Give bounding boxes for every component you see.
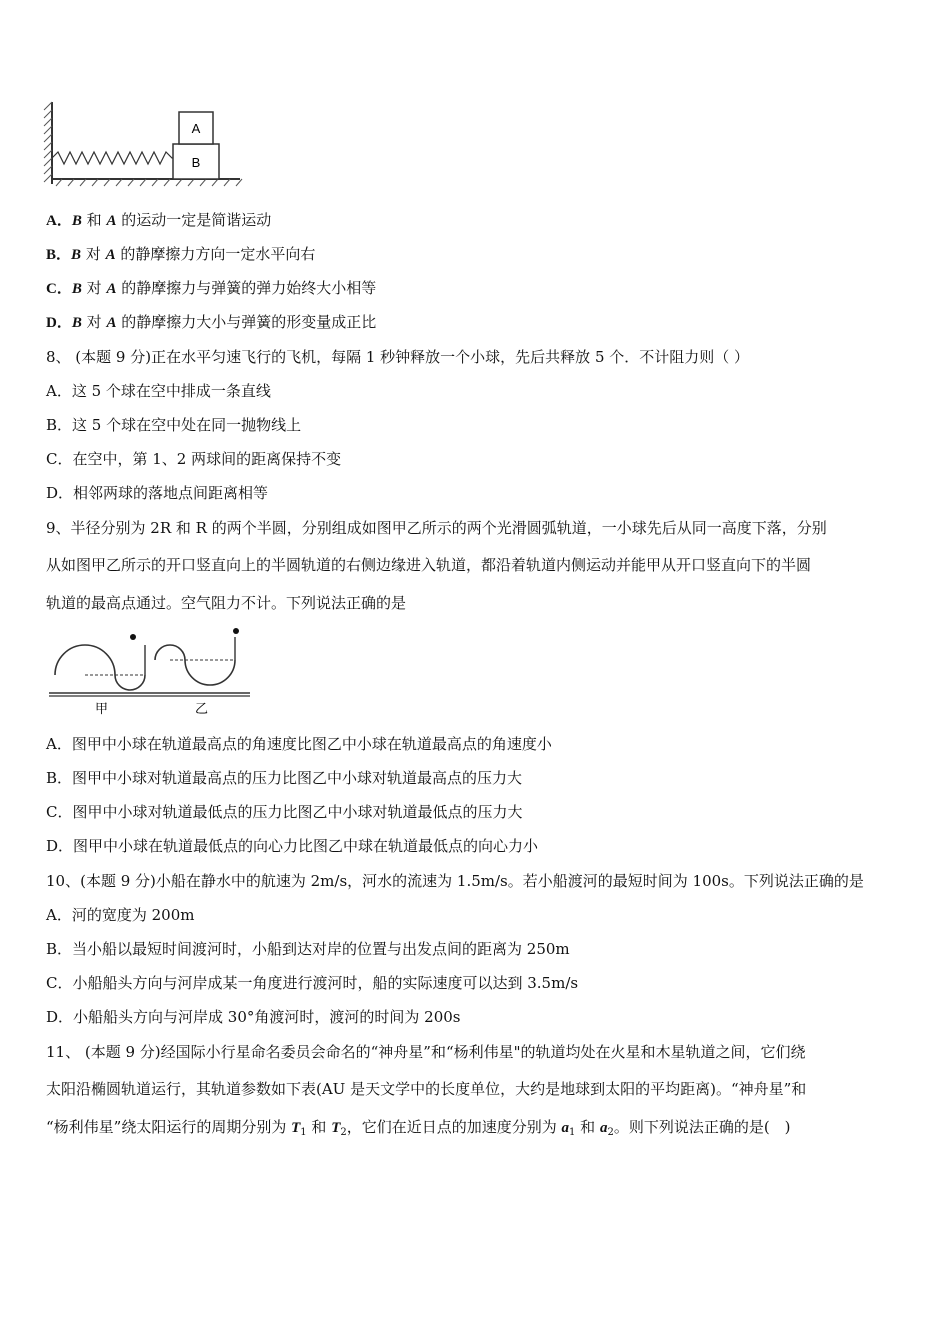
- q9-stem-line3: 轨道的最高点通过。空气阻力不计。下列说法正确的是: [46, 594, 407, 612]
- track-jia-large: [55, 645, 115, 675]
- q11-stem-line2: 太阳沿椭圆轨道运行，其轨道参数如下表(AU 是天文学中的长度单位，大约是地球到太阳的平均距离)。“神舟星”和: [46, 1080, 807, 1098]
- q10-option-b: B．当小船以最短时间渡河时，小船到达对岸的位置与出发点间的距离为 250m: [46, 940, 570, 958]
- q8-stem: 8、 (本题 9 分)正在水平匀速飞行的飞机，每隔 1 秒钟释放一个小球，先后共释放 5 个．不计阻力则（ ）: [46, 348, 750, 366]
- q8-option-b: B．这 5 个球在空中处在同一抛物线上: [46, 416, 302, 434]
- q8-option-c: C．在空中，第 1、2 两球间的距离保持不变: [46, 450, 342, 468]
- q11-stem-line1: 11、 (本题 9 分)经国际小行星命名委员会命名的“神舟星”和“杨利伟星"的轨道均处在火星和木星轨道之间，它们绕: [46, 1043, 806, 1061]
- track-yi-large: [185, 660, 235, 685]
- track-yi-small: [155, 645, 185, 660]
- label-jia: 甲: [95, 702, 109, 717]
- q11-stem-line3: “杨利伟星”绕太阳运行的周期分别为 $T_1$ 和 $T_2$，它们在近日点的加速度分别为 $a_1$ 和 $a_2$。则下列说法正确的是( ): [46, 1118, 791, 1138]
- q8-option-d: D．相邻两球的落地点间距离相等: [46, 484, 269, 502]
- q8-option-a: A．这 5 个球在空中排成一条直线: [46, 382, 271, 400]
- block-a-label: A: [191, 121, 201, 136]
- q10-stem: 10、(本题 9 分)小船在静水中的航速为 2m/s，河水的流速为 1.5m/s。若小船渡河的最短时间为 100s。下列说法正确的是: [46, 872, 864, 890]
- q9-stem-line1: 9、半径分别为 2R 和 R 的两个半圆，分别组成如图甲乙所示的两个光滑圆弧轨道，一小球先后从同一高度下落，分别: [46, 519, 827, 537]
- q9-option-c: C．图甲中小球对轨道最低点的压力比图乙中小球对轨道最低点的压力大: [46, 803, 523, 821]
- q7-option-c: C．B 对 A 的静摩擦力与弹簧的弹力始终大小相等: [46, 279, 377, 297]
- spring: [52, 152, 173, 164]
- q9-stem-line2: 从如图甲乙所示的开口竖直向上的半圆轨道的右侧边缘进入轨道，都沿着轨道内侧运动并能甲从开口竖直向下的半圆: [46, 556, 812, 574]
- q9-option-d: D．图甲中小球在轨道最低点的向心力比图乙中球在轨道最低点的向心力小: [46, 837, 539, 855]
- ball-jia: [130, 634, 136, 640]
- semicircle-track-figure: [45, 625, 255, 720]
- q9-option-a: A．图甲中小球在轨道最高点的角速度比图乙中小球在轨道最高点的角速度小: [46, 735, 552, 753]
- q10-option-c: C．小船船头方向与河岸成某一角度进行渡河时，船的实际速度可以达到 3.5m/s: [46, 974, 579, 992]
- q7-option-d: D．B 对 A 的静摩擦力大小与弹簧的形变量成正比: [46, 313, 377, 331]
- block-b-label: B: [191, 155, 201, 170]
- q9-option-b: B．图甲中小球对轨道最高点的压力比图乙中小球对轨道最高点的压力大: [46, 769, 523, 787]
- ball-yi: [233, 628, 239, 634]
- q7-option-a: A．B 和 A 的运动一定是简谐运动: [46, 211, 272, 229]
- q10-option-a: A．河的宽度为 200m: [46, 906, 195, 924]
- label-yi: 乙: [195, 702, 209, 717]
- q7-option-b: B．B 对 A 的静摩擦力方向一定水平向右: [46, 245, 316, 263]
- spring-block-figure: [40, 100, 250, 192]
- track-jia-small: [115, 675, 145, 690]
- q10-option-d: D．小船船头方向与河岸成 30°角渡河时，渡河的时间为 200s: [46, 1008, 461, 1026]
